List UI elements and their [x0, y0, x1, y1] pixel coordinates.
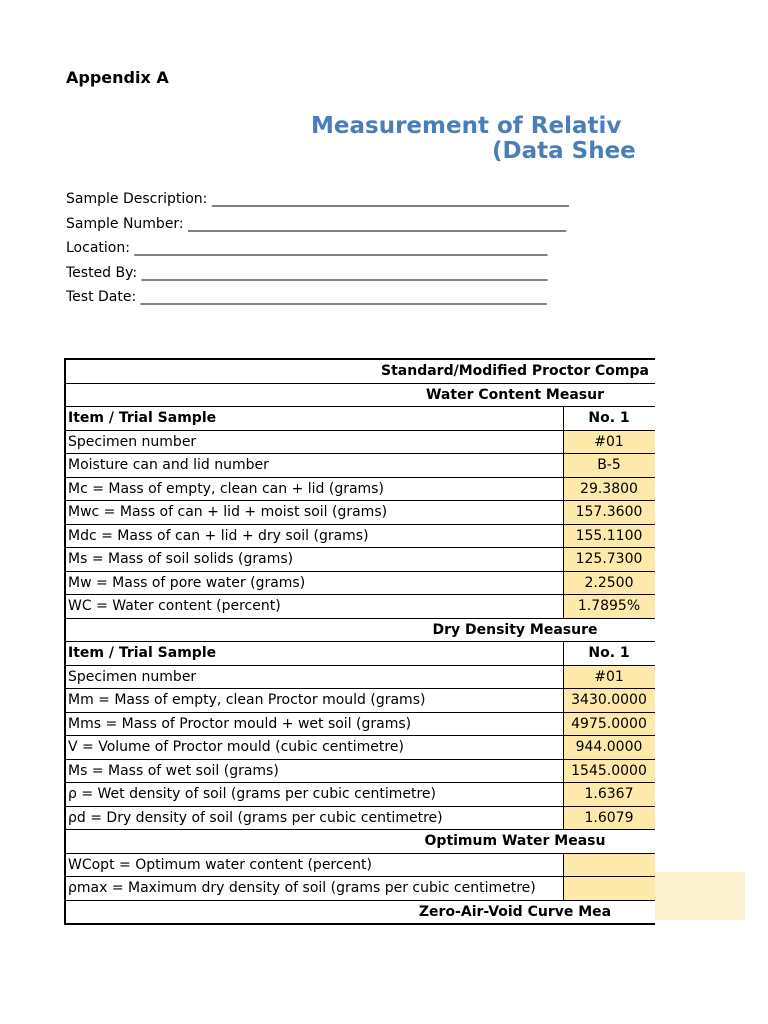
trial-header: No. 1 [563, 642, 655, 666]
table-row [65, 501, 655, 525]
zav-section-row [65, 900, 655, 924]
value-cell[interactable]: 4975.0000 [563, 712, 655, 736]
symbol: WC [68, 598, 92, 615]
description: = Water content (percent) [91, 598, 281, 615]
optimum-cells-overflow [655, 872, 745, 920]
item-header: Item / Trial Sample [65, 407, 563, 431]
value-cell[interactable]: 1.7895% [563, 595, 655, 619]
table-row [65, 759, 655, 783]
sample-number-field[interactable]: Sample Number: ______________________________________________________ [66, 215, 567, 232]
row-label [65, 689, 563, 713]
table-row [65, 806, 655, 830]
dry-rows [65, 665, 655, 830]
symbol: Mms [68, 715, 102, 732]
description: = Volume of Proctor mould (cubic centimetre) [77, 739, 404, 756]
table-title-row [65, 359, 655, 383]
value-cell[interactable]: #01 [563, 430, 655, 454]
table-row [65, 430, 655, 454]
row-label [65, 806, 563, 830]
dry-section-title: Dry Density Measure [65, 618, 655, 642]
table-row [65, 736, 655, 760]
value-cell[interactable]: 3430.0000 [563, 689, 655, 713]
table-row [65, 524, 655, 548]
row-label [65, 548, 563, 572]
proctor-table [64, 358, 655, 925]
description: = Wet density of soil (grams per cubic centimetre) [76, 786, 437, 803]
location-field[interactable]: Location: ___________________________________________________________ [66, 240, 548, 256]
table-row [65, 877, 655, 901]
symbol: Mdc [68, 527, 97, 544]
symbol: ρmax [68, 880, 108, 897]
description: Moisture can and lid number [68, 457, 269, 474]
table-row [65, 454, 655, 478]
dry-header-row [65, 642, 655, 666]
row-label [65, 501, 563, 525]
description: Specimen number [68, 668, 197, 685]
value-cell[interactable]: #01 [563, 665, 655, 689]
row-label [65, 877, 563, 901]
row-label [65, 712, 563, 736]
table-row [65, 665, 655, 689]
value-cell[interactable]: 1545.0000 [563, 759, 655, 783]
value-cell[interactable]: 125.7300 [563, 548, 655, 572]
table-row [65, 689, 655, 713]
water-section-row [65, 383, 655, 407]
symbol: ρ [68, 786, 77, 803]
value-cell[interactable]: 29.3800 [563, 477, 655, 501]
description: Specimen number [68, 433, 197, 450]
table-row [65, 853, 655, 877]
value-cell[interactable]: 155.1100 [563, 524, 655, 548]
description: = Optimum water content (percent) [114, 856, 373, 873]
value-cell[interactable]: 157.3600 [563, 501, 655, 525]
symbol: Ms [68, 551, 88, 568]
opt-rows [65, 853, 655, 900]
symbol: ρd [68, 809, 86, 826]
symbol: Ms [68, 762, 88, 779]
opt-section-title: Optimum Water Measu [65, 830, 655, 854]
value-cell[interactable]: 944.0000 [563, 736, 655, 760]
description: = Mass of soil solids (grams) [87, 551, 294, 568]
value-cell[interactable]: 2.2500 [563, 571, 655, 595]
description: = Mass of can + lid + moist soil (grams) [99, 504, 388, 521]
water-header-row [65, 407, 655, 431]
title-line-2: (Data Shee [492, 138, 636, 164]
proctor-table-container [64, 358, 655, 948]
table-row [65, 712, 655, 736]
test-date-field[interactable]: Test Date: __________________________________________________________ [66, 289, 547, 305]
dry-section-row [65, 618, 655, 642]
value-cell[interactable]: B-5 [563, 454, 655, 478]
zav-section-title: Zero-Air-Void Curve Mea [65, 900, 655, 924]
appendix-heading: Appendix A [66, 68, 169, 87]
table-row [65, 595, 655, 619]
symbol: Mm [68, 692, 94, 709]
opt-section-row [65, 830, 655, 854]
value-cell[interactable] [563, 853, 655, 877]
row-label [65, 736, 563, 760]
row-label [65, 430, 563, 454]
trial-header: No. 1 [563, 407, 655, 431]
value-cell[interactable]: 1.6367 [563, 783, 655, 807]
row-label [65, 524, 563, 548]
tested-by-field[interactable]: Tested By: __________________________________________________________ [66, 264, 548, 281]
water-rows [65, 430, 655, 618]
title-line-1: Measurement of Relativ [311, 113, 622, 139]
row-label [65, 783, 563, 807]
table-row [65, 571, 655, 595]
description: = Mass of pore water (grams) [91, 574, 306, 591]
row-label [65, 759, 563, 783]
table-row [65, 477, 655, 501]
value-cell[interactable] [563, 877, 655, 901]
row-label [65, 454, 563, 478]
sheet-title [0, 113, 655, 171]
table-row [65, 783, 655, 807]
symbol: Mw [68, 574, 92, 591]
value-cell[interactable]: 1.6079 [563, 806, 655, 830]
row-label [65, 477, 563, 501]
row-label [65, 665, 563, 689]
sample-info-fields [66, 190, 655, 313]
symbol: WCopt [68, 856, 115, 873]
item-header: Item / Trial Sample [65, 642, 563, 666]
table-row [65, 548, 655, 572]
description: = Mass of wet soil (grams) [87, 762, 279, 779]
table-title: Standard/Modified Proctor Compa [65, 359, 655, 383]
symbol: Mwc [68, 504, 100, 521]
row-label [65, 853, 563, 877]
description: = Maximum dry density of soil (grams per cubic centimetre) [107, 880, 536, 897]
water-section-title: Water Content Measur [65, 383, 655, 407]
description: = Mass of Proctor mould + wet soil (grams) [101, 715, 412, 732]
description: = Mass of empty, clean can + lid (grams) [87, 480, 384, 497]
description: = Mass of empty, clean Proctor mould (grams) [93, 692, 426, 709]
description: = Mass of can + lid + dry soil (grams) [96, 527, 369, 544]
description: = Dry density of soil (grams per cubic centimetre) [85, 809, 443, 826]
symbol: V [68, 739, 78, 756]
sample-description-field[interactable]: Sample Description: ___________________________________________________ [66, 191, 569, 207]
row-label [65, 571, 563, 595]
symbol: Mc [68, 480, 88, 497]
row-label [65, 595, 563, 619]
